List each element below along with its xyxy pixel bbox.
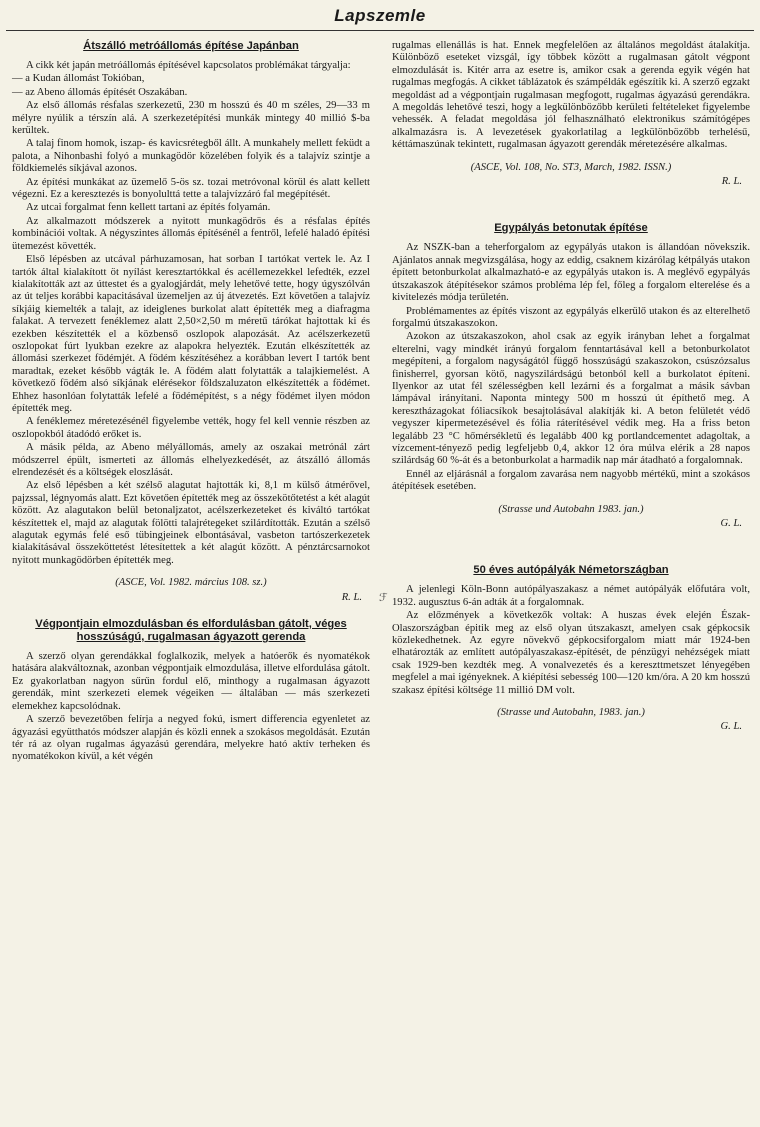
- article-title: 50 éves autópályák Németországban: [473, 564, 669, 577]
- article-metro-station: [12, 40, 370, 604]
- article-title: Átszálló metróállomás építése Japánban: [83, 40, 299, 52]
- paragraph: Az építési munkákat az üzemelő 5-ös sz. tozai metróvonal körül és alatt kellett végezni. Ez a keresztezés is bonyolulttá tette a talajvízzáró fal megépítését.: [12, 176, 370, 201]
- article-signature: G. L.: [720, 518, 742, 529]
- article-source: (ASCE, Vol. 1982. március 108. sz.): [115, 577, 267, 589]
- list-item: — az Abeno állomás építését Oszakában.: [12, 86, 188, 98]
- paragraph: Problémamentes az építés viszont az egypályás elkerülő utakon és az elterelhető forgalmú útszakaszokon.: [392, 305, 750, 329]
- paragraph: A cikk két japán metróállomás építésével kapcsolatos problémákat tárgyalja:: [26, 60, 351, 71]
- article-signature: R. L.: [341, 591, 362, 603]
- header-rule: [6, 30, 754, 31]
- list-item: — a Kudan állomást Tokióban,: [12, 73, 145, 85]
- paragraph: rugalmas ellenállás is hat. Ennek megfelelően az általános megoldást átalakítja. Különböző eseteket vizsgál, így többek között a rugalmasan gátolt végpont elmozdulását is. Kitér arra az esetre is, amikor csak a gerenda egyik végén hat rugalmas megfogás. A cikket táblázatok és számpéldák egészítik ki. A szerző egzakt megoldást ad a végpontjain rugalmasan megfogott, rugalmas ágyazású gerendákra. A megoldás lehetővé teszi, hogy a legkülönbözőbb kerületi feltételeket figyelembe vehessék. A feladat megoldása jól felhasználható elektronikus számítógépes alkalmazásra is. A levezetések gyakorlatilag a legkülönbözőbb terhelésű, kéttámaszúnak tekintett, rugalmasan ágyazott gerendák méretezésére alkalmas.: [392, 40, 750, 151]
- paragraph: A másik példa, az Abeno mélyállomás, amely az oszakai metrónál zárt módszerrel épült, ismerteti az állomás elhelyezkedését, az átszálló állomás elrendezését és a költségek eloszlását.: [12, 442, 370, 478]
- article-source: (Strasse und Autobahn, 1983. jan.): [497, 707, 645, 719]
- paragraph: Az NSZK-ban a teherforgalom az egypályás utakon is állandóan növekszik. Ajánlatos annak megvizsgálása, hogy az eddig, csaknem kizárólag kétpályás utakon épített betonburkolat alkalmazható-e az egypályás utakon is. A meglévő egypályás útszakaszok átépítésekor számos probléma lép fel, főleg a forgalom elterelése és a kivitelezés módja területén.: [392, 242, 750, 304]
- article-signature: G. L.: [720, 721, 742, 733]
- paragraph: Az alkalmazott módszerek a nyitott munkagödrös és a résfalas építés kombinációi voltak. A négyszintes állomás építésénél a fentről, lefelé haladó építési ütemezést követték.: [12, 215, 370, 252]
- paragraph: Első lépésben az utcával párhuzamosan, hat sorban I tartókat vertek le. Az I tartók által kialakított öt nyílást keresztartókkal és acéllemezekkel lefedték, ezzel kialakították azt az úttestet és a gyalogjárdát, mely lehetővé tette, hogy úgyszólván az út teljes korábbi kapacitásával üzemeljen az új átvezetés. Ezt követően a talajvíz síkjáig kiemelték a talajt, az ideiglenes burkolat alatt építették meg a diafragma falakat. A tervezett fenéklemez alatt 2,50×2,50 m méretű tárókat hajtottak ki és ezekben készítették el a közbenső oszlopok alapozását. Az acélszerkezetű oszlopokat fúrt lyukban ezekre az alapokra helyezték. Ezután elkészítették az állomási szerkezet födémjét. A födém készítéséhez a korábban levert I tartók bent maradtak, ezeket később vágták le. A födém alatt folytatták a talajkiemelést. A következő födém alsó síkjának elérésekor földszaluzaton elkészítették a födémet. Ehhez hasonlóan folytatták lefelé a födémépítést, s a négy födémet ilyen módon építették meg.: [12, 254, 370, 414]
- article-source: (ASCE, Vol. 108, No. ST3, March, 1982. ISSN.): [470, 161, 672, 173]
- article-concrete-roads: [392, 222, 750, 530]
- paragraph: A fenéklemez méretezésénél figyelembe vették, hogy fel kell vennie részben az oszlopokból átadódó erőket is.: [12, 416, 370, 440]
- page-header-title: Lapszemle: [334, 6, 426, 25]
- article-autobahn: [392, 564, 750, 733]
- paragraph: Az utcai forgalmat fenn kellett tartani az építés folyamán.: [26, 202, 271, 214]
- article-beam: [12, 618, 370, 764]
- paragraph: A jelenlegi Köln-Bonn autópályaszakasz a német autópályák előfutára volt, 1932. augusztus 6-án adták át a forgalomnak.: [392, 584, 750, 608]
- paragraph: A szerző olyan gerendákkal foglalkozik, melyek a hatóerők és nyomatékok hatására alakváltoznak, azonban végpontjaik elmozdulása, illetve elfordulása gátolt. Ez gyakorlatban nagyon sűrűn fordul elő, minthogy a rugalmasan ágyazott gerendák, mint szerkezeti elemek végeiken — általában — más szerkezeti elemekhez kapcsolódnak.: [12, 651, 370, 712]
- right-column: [392, 40, 750, 748]
- article-signature: R. L.: [721, 176, 742, 188]
- paragraph: Azokon az útszakaszokon, ahol csak az egyik irányban lehet a forgalmat elterelni, vagy mindkét irányú forgalom fenntartásával kell a betonburkolatot megépíteni, a forgalom nagyságától függő hosszúságú szakaszokon, csúszózsalus finisherrel, gyorsan kötő, nagyszilárdságú betonból kell a burkolatot építeni. Ilyenkor az utat fél szélességben kell lezárni és a forgalmat a másik sávban lámpával irányítani. Naponta mintegy 500 m hosszú út építhető meg. A keresztházagokat fóliacsíkok besajtolásával alakítják ki. A beton felületét védő vegyszer kipermetezésével és fólia ráterítésével védik meg. Ha a friss beton legalább 23 °C hőmérsékletű és legalább 400 kg portlandcementet adagoltak, a vízcement-tényező pedig legfeljebb 0,4, akkor 12 óra múlva elérik a 28 napos szilárdság 60 %-át és a betonburkolat a harmadik nap már átadható a forgalomnak.: [392, 331, 750, 467]
- paragraph: Az első lépésben a két szélső alagutat hajtották ki, 8,1 m külső átmérővel, pajzssal, légnyomás alatt. Ezt követően építették meg az összekötőtetést a két alagút között. Az alagutakon belül betonaljzatot, acélszerkezeteket és kiváltó tartókat készítettek el, majd az alagutak fölötti talajrétegeket szilárdították. Ezután a szélső alagutak egymás felé eső tübingjeinek elbontásával, vasbeton tartószerkezetek kialakításával összeköttetést létesítettek a két alagút között. A pénztárcsarnokot nyitott munkagödörben építették meg.: [12, 480, 370, 566]
- article-beam-continued: [392, 40, 750, 188]
- left-column: [12, 40, 370, 778]
- margin-mark: ℱ: [379, 591, 388, 604]
- article-source: (Strasse und Autobahn 1983. jan.): [498, 503, 644, 515]
- paragraph: Az első állomás résfalas szerkezetű, 230 m hosszú és 40 m széles, 29—33 m mélyre nyúlik a térszín alá. A szerkezetépítési munkák mintegy 40 millió $-ba kerültek.: [12, 100, 370, 137]
- paragraph: Az előzmények a következők voltak: A huszas évek elején Észak-Olaszországban épitik meg az első olyan útszakaszt, amelyen csak gépkocsik közlekedhetnek. Az egyre növekvő gépkocsiforgalom miatt már 1924-ben elhatározták az említett autópályaszakasz-építését, de pénzügyi nehézségek miatt csak 1929-ben kezdték meg. A vonalvezetés és a kereszttmetszet lényegében megfelel a mai igényeknek. A kiépítési sebesség 100—120 km/óra. A 20 km hosszú szakasz építési költsége 11 millió DM volt.: [392, 610, 750, 696]
- paragraph: Ennél az eljárásnál a forgalom zavarása nem nagyobb mértékű, mint a szokásos átépítések esetében.: [392, 468, 750, 493]
- paragraph: A szerző bevezetőben felírja a negyed fokú, ismert differencia egyenletet az ágyazási együtthatós módszer alapján és közli ennek a szokásos megoldását. Ezután tér rá az olyan rugalmas ágyazású gerendára, melyekre ható aktív terheken és nyomatékokon kívül, a két végén: [12, 714, 370, 763]
- article-title: Végpontjain elmozdulásban és elfordulásban gátolt, véges hosszúságú, rugalmasan ágyazott gerenda: [35, 618, 347, 644]
- article-title: Egypályás betonutak építése: [494, 222, 648, 235]
- paragraph: A talaj finom homok, iszap- és kavicsrétegből állt. A munkahely mellett feküdt a palota, a Nihonbashi folyó a munkagödör közelében folyik és a talajvíz szintje a földkiemelés síkjával azonos.: [12, 138, 370, 175]
